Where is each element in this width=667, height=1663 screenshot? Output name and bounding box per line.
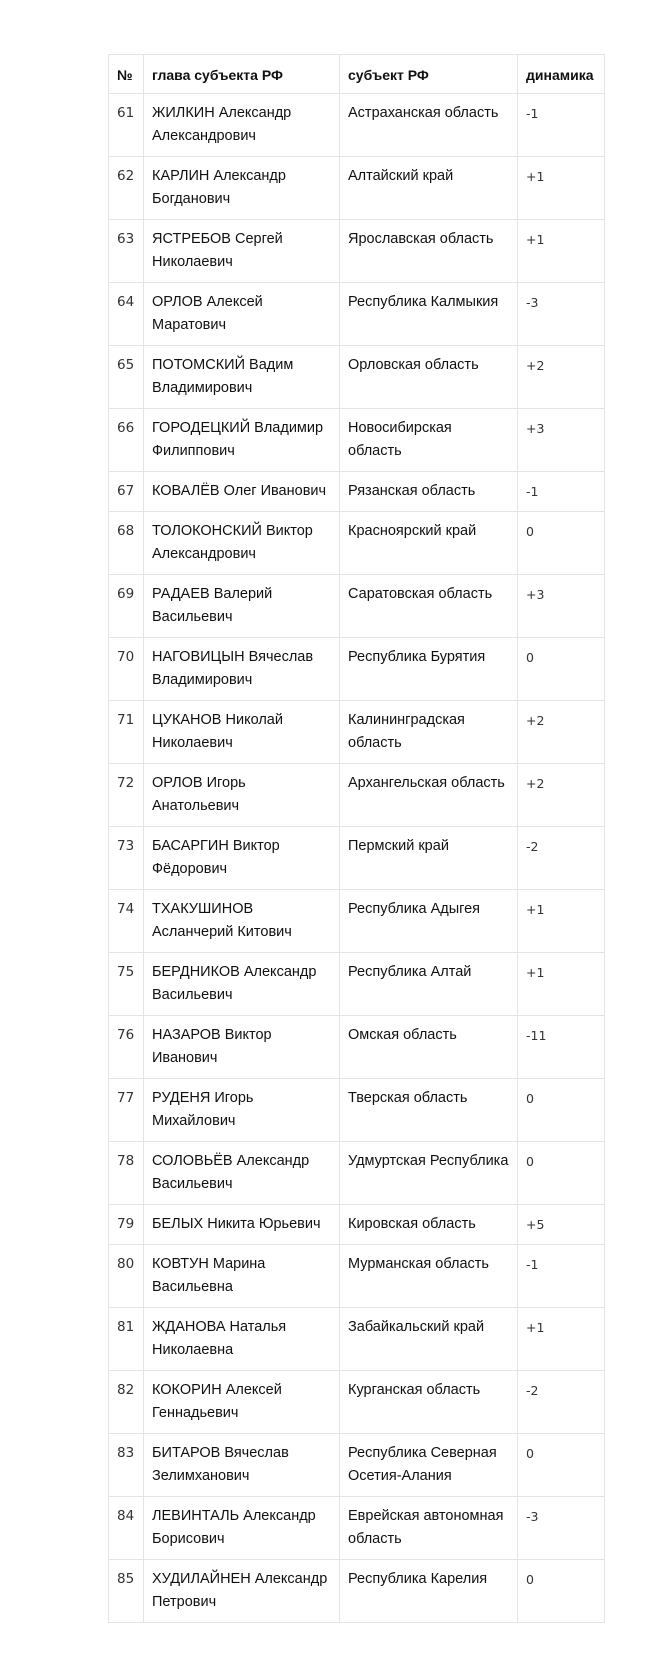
cell-region: Республика Адыгея (340, 890, 518, 953)
cell-number: 66 (109, 409, 144, 472)
header-governor: глава субъекта РФ (144, 55, 340, 94)
cell-governor: РАДАЕВ Валерий Васильевич (144, 575, 340, 638)
cell-governor: ЖИЛКИН Александр Александрович (144, 94, 340, 157)
header-region: субъект РФ (340, 55, 518, 94)
table-row (109, 890, 605, 953)
table-row (109, 409, 605, 472)
cell-dynamics: -11 (518, 1016, 605, 1079)
cell-governor: ЦУКАНОВ Николай Николаевич (144, 701, 340, 764)
cell-number: 62 (109, 157, 144, 220)
cell-dynamics: 0 (518, 512, 605, 575)
table-row (109, 1142, 605, 1205)
cell-dynamics: +1 (518, 1308, 605, 1371)
cell-governor: ПОТОМСКИЙ Вадим Владимирович (144, 346, 340, 409)
cell-dynamics: -1 (518, 472, 605, 512)
cell-governor: БЕЛЫХ Никита Юрьевич (144, 1205, 340, 1245)
cell-governor: СОЛОВЬЁВ Александр Васильевич (144, 1142, 340, 1205)
table-row (109, 220, 605, 283)
cell-region: Астраханская область (340, 94, 518, 157)
cell-number: 75 (109, 953, 144, 1016)
cell-dynamics: +2 (518, 346, 605, 409)
cell-dynamics: +3 (518, 409, 605, 472)
table-row (109, 1016, 605, 1079)
table-row (109, 575, 605, 638)
cell-number: 70 (109, 638, 144, 701)
table-row (109, 1245, 605, 1308)
cell-region: Удмуртская Республика (340, 1142, 518, 1205)
cell-dynamics: +1 (518, 890, 605, 953)
cell-number: 85 (109, 1560, 144, 1623)
cell-governor: ТОЛОКОНСКИЙ Виктор Александрович (144, 512, 340, 575)
cell-governor: РУДЕНЯ Игорь Михайлович (144, 1079, 340, 1142)
cell-dynamics: +2 (518, 764, 605, 827)
cell-dynamics: 0 (518, 638, 605, 701)
cell-governor: ОРЛОВ Алексей Маратович (144, 283, 340, 346)
table-row (109, 512, 605, 575)
table-row (109, 701, 605, 764)
cell-region: Республика Карелия (340, 1560, 518, 1623)
cell-number: 73 (109, 827, 144, 890)
cell-region: Республика Алтай (340, 953, 518, 1016)
cell-region: Архангельская область (340, 764, 518, 827)
cell-region: Омская область (340, 1016, 518, 1079)
cell-governor: ГОРОДЕЦКИЙ Владимир Филиппович (144, 409, 340, 472)
cell-number: 61 (109, 94, 144, 157)
cell-number: 77 (109, 1079, 144, 1142)
cell-governor: ЯСТРЕБОВ Сергей Николаевич (144, 220, 340, 283)
table-row (109, 346, 605, 409)
cell-dynamics: -3 (518, 283, 605, 346)
cell-dynamics: 0 (518, 1434, 605, 1497)
ranking-table-container (108, 54, 604, 1623)
cell-region: Кировская область (340, 1205, 518, 1245)
cell-region: Рязанская область (340, 472, 518, 512)
cell-region: Республика Бурятия (340, 638, 518, 701)
cell-governor: КАРЛИН Александр Богданович (144, 157, 340, 220)
cell-dynamics: +2 (518, 701, 605, 764)
cell-number: 69 (109, 575, 144, 638)
table-row (109, 1205, 605, 1245)
cell-governor: НАГОВИЦЫН Вячеслав Владимирович (144, 638, 340, 701)
cell-dynamics: 0 (518, 1142, 605, 1205)
cell-number: 78 (109, 1142, 144, 1205)
cell-number: 64 (109, 283, 144, 346)
cell-region: Пермский край (340, 827, 518, 890)
cell-number: 71 (109, 701, 144, 764)
cell-dynamics: -2 (518, 1371, 605, 1434)
table-row (109, 827, 605, 890)
cell-region: Тверская область (340, 1079, 518, 1142)
cell-number: 74 (109, 890, 144, 953)
cell-region: Забайкальский край (340, 1308, 518, 1371)
cell-dynamics: +1 (518, 220, 605, 283)
cell-region: Республика Северная Осетия-Алания (340, 1434, 518, 1497)
table-row (109, 1434, 605, 1497)
cell-governor: ХУДИЛАЙНЕН Александр Петрович (144, 1560, 340, 1623)
cell-region: Красноярский край (340, 512, 518, 575)
cell-number: 84 (109, 1497, 144, 1560)
cell-dynamics: 0 (518, 1560, 605, 1623)
cell-governor: ОРЛОВ Игорь Анатольевич (144, 764, 340, 827)
cell-number: 81 (109, 1308, 144, 1371)
cell-region: Новосибирская область (340, 409, 518, 472)
cell-region: Еврейская автономная область (340, 1497, 518, 1560)
table-row (109, 1308, 605, 1371)
cell-region: Республика Калмыкия (340, 283, 518, 346)
table-row (109, 764, 605, 827)
table-body (109, 94, 605, 1623)
header-number: № (109, 55, 144, 94)
cell-region: Калининградская область (340, 701, 518, 764)
cell-governor: КОВТУН Марина Васильевна (144, 1245, 340, 1308)
cell-region: Алтайский край (340, 157, 518, 220)
cell-number: 79 (109, 1205, 144, 1245)
cell-dynamics: +1 (518, 953, 605, 1016)
cell-number: 82 (109, 1371, 144, 1434)
table-row (109, 1371, 605, 1434)
cell-dynamics: +5 (518, 1205, 605, 1245)
table-row (109, 638, 605, 701)
cell-dynamics: -3 (518, 1497, 605, 1560)
table-row (109, 283, 605, 346)
header-dynamics: динамика (518, 55, 605, 94)
cell-dynamics: +3 (518, 575, 605, 638)
cell-governor: КОВАЛЁВ Олег Иванович (144, 472, 340, 512)
table-row (109, 1079, 605, 1142)
cell-region: Ярославская область (340, 220, 518, 283)
cell-region: Саратовская область (340, 575, 518, 638)
cell-number: 80 (109, 1245, 144, 1308)
cell-number: 67 (109, 472, 144, 512)
cell-region: Курганская область (340, 1371, 518, 1434)
cell-governor: БЕРДНИКОВ Александр Васильевич (144, 953, 340, 1016)
cell-governor: БАСАРГИН Виктор Фёдорович (144, 827, 340, 890)
table-row (109, 1560, 605, 1623)
cell-region: Мурманская область (340, 1245, 518, 1308)
cell-dynamics: -1 (518, 1245, 605, 1308)
cell-dynamics: -2 (518, 827, 605, 890)
cell-governor: НАЗАРОВ Виктор Иванович (144, 1016, 340, 1079)
cell-dynamics: 0 (518, 1079, 605, 1142)
cell-number: 83 (109, 1434, 144, 1497)
table-row (109, 953, 605, 1016)
table-header-row (109, 55, 605, 94)
cell-governor: ТХАКУШИНОВ Асланчерий Китович (144, 890, 340, 953)
table-row (109, 1497, 605, 1560)
cell-governor: ЖДАНОВА Наталья Николаевна (144, 1308, 340, 1371)
cell-number: 72 (109, 764, 144, 827)
table-row (109, 157, 605, 220)
cell-number: 68 (109, 512, 144, 575)
cell-number: 76 (109, 1016, 144, 1079)
cell-number: 65 (109, 346, 144, 409)
cell-governor: ЛЕВИНТАЛЬ Александр Борисович (144, 1497, 340, 1560)
cell-governor: КОКОРИН Алексей Геннадьевич (144, 1371, 340, 1434)
cell-number: 63 (109, 220, 144, 283)
governors-ranking-table (108, 54, 605, 1623)
table-row (109, 94, 605, 157)
cell-governor: БИТАРОВ Вячеслав Зелимханович (144, 1434, 340, 1497)
cell-dynamics: +1 (518, 157, 605, 220)
cell-dynamics: -1 (518, 94, 605, 157)
cell-region: Орловская область (340, 346, 518, 409)
table-row (109, 472, 605, 512)
